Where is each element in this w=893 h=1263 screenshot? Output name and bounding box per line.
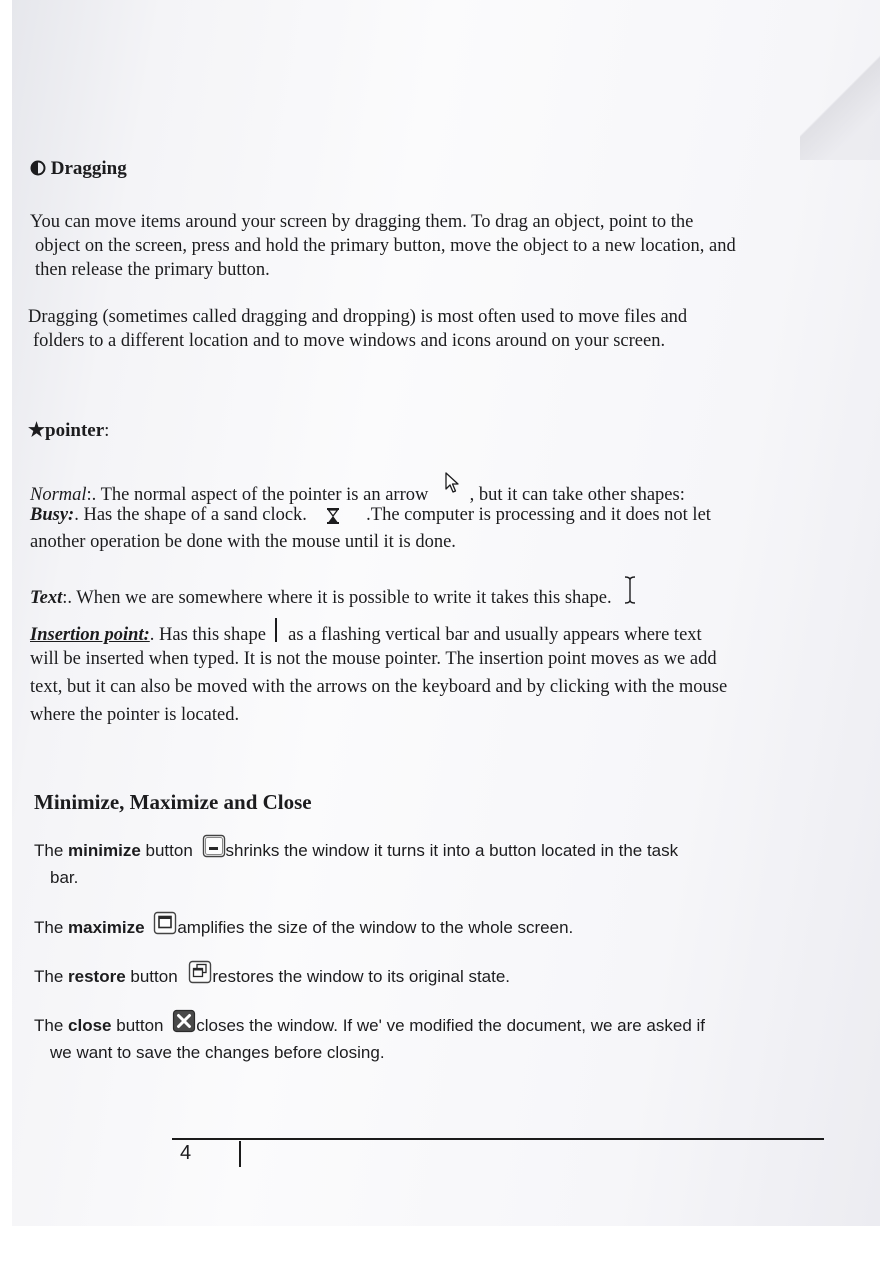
restore-paragraph: [34, 960, 510, 990]
close-keyword: close: [68, 1016, 112, 1035]
normal-label: Normal: [30, 485, 87, 505]
arrow-pointer-icon: [433, 485, 470, 505]
restore-description: restores the window to its original state.: [212, 967, 511, 986]
busy-text-continued: .The computer is processing and it does not let: [366, 505, 711, 525]
dragging-paragraph-2: [28, 305, 687, 353]
maximize-button-icon: [149, 918, 177, 937]
window-buttons-heading: Minimize, Maximize and Close: [34, 790, 312, 814]
document-page: [12, 0, 880, 1226]
star-bullet-icon: ★: [28, 420, 46, 441]
footer-divider: [239, 1141, 241, 1167]
pointer-heading-text: pointer: [45, 420, 105, 441]
page-number: 4: [180, 1142, 192, 1164]
busy-label: Busy:: [30, 505, 75, 525]
minimize-keyword: minimize: [68, 841, 141, 860]
minimize-mid: button: [140, 841, 198, 860]
restore-pre: The: [34, 967, 69, 986]
pointer-normal-line: [30, 472, 685, 507]
pointer-text-line: [30, 575, 638, 610]
minimize-description: shrinks the window it turns it into a button located in the task: [225, 841, 679, 860]
text-line: Dragging (sometimes called dragging and dropping) is most often used to move files and: [28, 307, 688, 327]
page-fold-shadow: [800, 0, 880, 160]
close-description-cont: we want to save the changes before closing.: [50, 1043, 385, 1062]
text-line: where the pointer is located.: [30, 705, 240, 725]
insertion-text-continued: as a flashing vertical bar and usually appears where text: [288, 625, 702, 645]
busy-text-line-2: another operation be done with the mouse until it is done.: [30, 532, 456, 552]
maximize-description: amplifies the size of the window to the whole screen.: [177, 918, 574, 937]
pointer-heading-colon: :: [104, 420, 110, 441]
maximize-pre: The: [34, 918, 69, 937]
insertion-bar-icon: [271, 625, 289, 645]
dragging-heading: [30, 158, 127, 180]
restore-mid: button: [125, 967, 183, 986]
text-line: You can move items around your screen by dragging them. To drag an object, point to the: [30, 212, 694, 232]
footer-rule: [172, 1138, 824, 1140]
half-circle-bullet-icon: [30, 158, 51, 179]
insertion-paragraph: [30, 645, 727, 729]
normal-text: :. The normal aspect of the pointer is an arrow: [86, 485, 429, 505]
text-label: Text: [30, 588, 63, 608]
maximize-paragraph: [34, 911, 573, 941]
minimize-pre: The: [34, 841, 69, 860]
insertion-point-label: Insertion point:: [30, 625, 150, 645]
minimize-button-icon: [198, 841, 226, 860]
restore-button-icon: [182, 967, 212, 986]
insertion-text: . Has this shape: [149, 625, 266, 645]
i-beam-cursor-icon: [616, 588, 638, 608]
close-mid: button: [111, 1016, 169, 1035]
close-paragraph: [34, 1009, 705, 1066]
normal-text-continued: , but it can take other shapes:: [469, 485, 685, 505]
pointer-heading: [28, 419, 109, 442]
text-line: text, but it can also be moved with the arrows on the keyboard and by clicking with the mouse: [30, 677, 728, 697]
pointer-insertion-line: [30, 618, 702, 647]
minimize-description-cont: bar.: [50, 868, 79, 887]
restore-keyword: restore: [68, 967, 126, 986]
maximize-keyword: maximize: [68, 918, 145, 937]
minimize-paragraph: [34, 834, 678, 891]
hourglass-icon: [312, 505, 367, 525]
close-pre: The: [34, 1016, 69, 1035]
close-description: closes the window. If we' ve modified the document, we are asked if: [196, 1016, 706, 1035]
dragging-paragraph-1: [30, 210, 736, 282]
text-line: object on the screen, press and hold the primary button, move the object to a new location, and: [35, 236, 736, 256]
pointer-busy-line: [30, 503, 711, 527]
close-button-icon: [168, 1016, 196, 1035]
text-cursor-description: :. When we are somewhere where it is possible to write it takes this shape.: [62, 588, 612, 608]
text-line: folders to a different location and to move windows and icons around on your screen.: [33, 331, 666, 351]
dragging-heading-text: Dragging: [50, 158, 127, 179]
text-line: will be inserted when typed. It is not the mouse pointer. The insertion point moves as we add: [30, 649, 717, 669]
busy-text: . Has the shape of a sand clock.: [74, 505, 307, 525]
text-line: then release the primary button.: [35, 260, 270, 280]
